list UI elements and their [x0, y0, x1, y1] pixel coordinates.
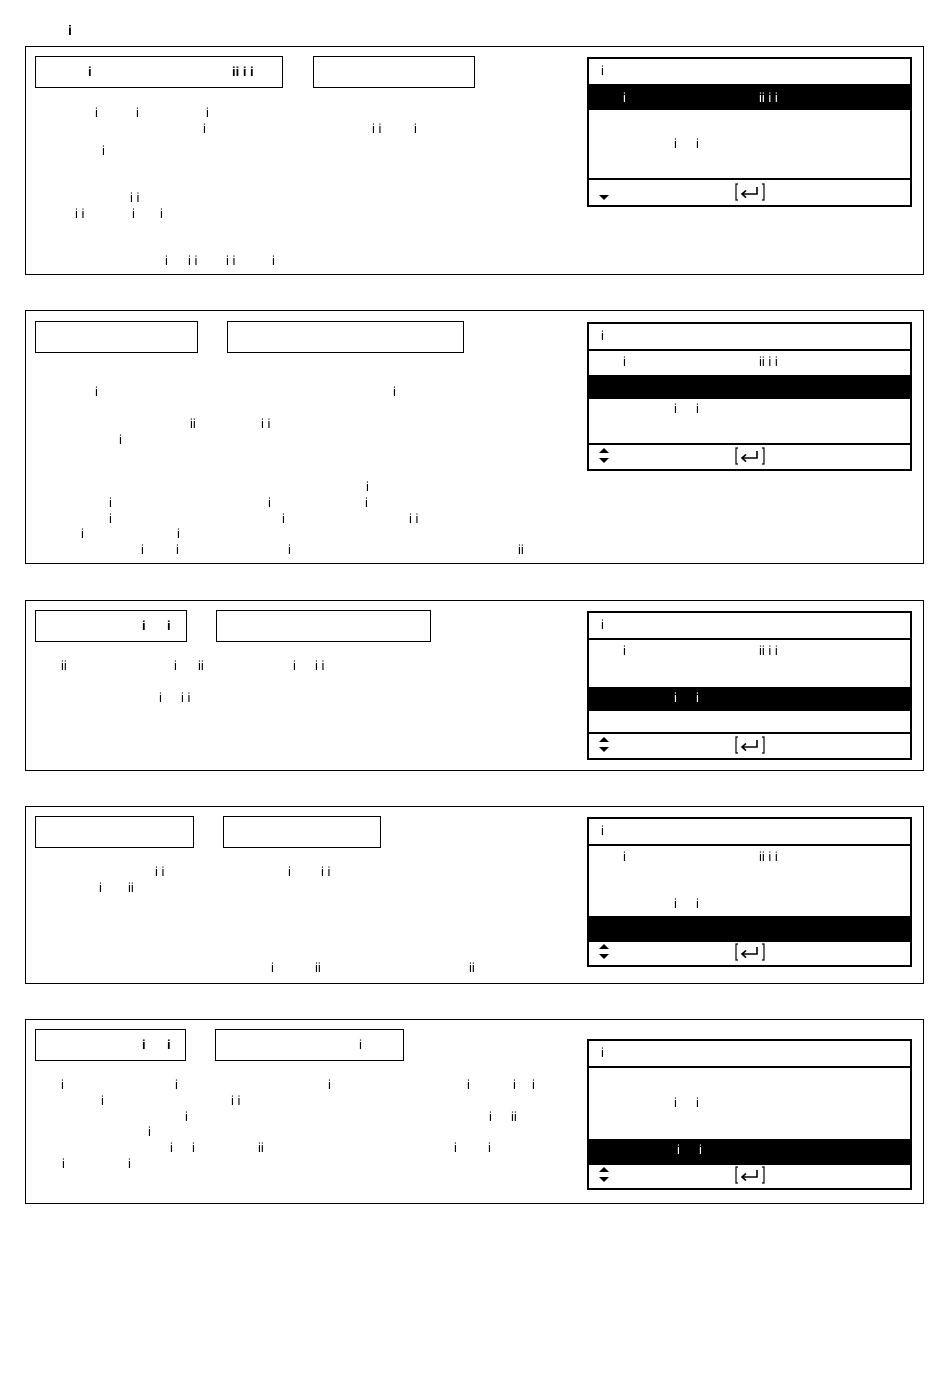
- setting-label-box: [35, 816, 194, 848]
- text-mark: ii: [61, 658, 67, 673]
- arrow-down-icon[interactable]: [599, 1177, 609, 1182]
- text-mark: ii: [511, 1109, 517, 1124]
- text-mark: i: [136, 105, 139, 120]
- text-mark: i: [414, 121, 417, 136]
- panel-footer: [589, 733, 910, 758]
- item-mark: i: [674, 136, 677, 151]
- item-mark: i: [677, 1142, 680, 1157]
- panel-menu-item[interactable]: [589, 664, 910, 688]
- item-mark: i: [623, 354, 626, 369]
- text-mark: i: [288, 542, 291, 557]
- label-mark: i: [167, 1037, 171, 1052]
- text-mark: i i: [181, 690, 191, 705]
- setting-value-box: [227, 321, 464, 353]
- text-mark: i i: [188, 253, 198, 268]
- text-mark: i: [148, 1124, 151, 1139]
- text-mark: i: [454, 1140, 457, 1155]
- lcd-panel: [587, 1039, 912, 1190]
- setting-value-box: [313, 56, 475, 88]
- setting-label-box: [35, 321, 198, 353]
- section-4: [25, 806, 924, 984]
- label-mark: i: [167, 618, 171, 633]
- item-mark: i: [696, 896, 699, 911]
- text-mark: i: [467, 1077, 470, 1092]
- text-mark: i: [328, 1077, 331, 1092]
- arrow-down-icon[interactable]: [599, 195, 609, 200]
- enter-key-icon[interactable]: [735, 943, 765, 961]
- text-mark: i: [271, 960, 274, 975]
- item-mark: i: [696, 1095, 699, 1110]
- text-mark: ii: [469, 960, 475, 975]
- text-mark: i i: [261, 416, 271, 431]
- text-mark: i: [101, 1093, 104, 1108]
- panel-menu-item[interactable]: [589, 399, 910, 423]
- item-mark: ii i i: [759, 849, 778, 864]
- value-mark: i: [359, 1037, 362, 1052]
- arrow-up-icon[interactable]: [599, 1167, 609, 1172]
- text-mark: i i: [130, 190, 140, 205]
- text-mark: ii: [198, 658, 204, 673]
- text-mark: i: [203, 121, 206, 136]
- text-mark: i: [95, 105, 98, 120]
- text-mark: i i: [226, 253, 236, 268]
- label-mark: i: [142, 1037, 146, 1052]
- text-mark: ii: [315, 960, 321, 975]
- text-mark: i: [176, 542, 179, 557]
- text-mark: i: [160, 206, 163, 221]
- item-mark: i: [696, 136, 699, 151]
- text-mark: i: [272, 253, 275, 268]
- lcd-panel: [587, 611, 912, 760]
- panel-menu-item-selected[interactable]: [589, 687, 910, 711]
- item-mark: i: [623, 90, 626, 105]
- panel-menu-item[interactable]: [589, 351, 910, 375]
- lcd-panel: [587, 817, 912, 967]
- panel-menu-item[interactable]: [589, 893, 910, 917]
- panel-menu-item[interactable]: [589, 1068, 910, 1092]
- panel-title: i: [601, 63, 604, 78]
- text-mark: i: [61, 1077, 64, 1092]
- panel-title: i: [601, 1045, 604, 1060]
- lcd-panel: [587, 57, 912, 207]
- text-mark: i: [177, 526, 180, 541]
- text-mark: i: [132, 206, 135, 221]
- text-mark: i: [141, 542, 144, 557]
- text-mark: i: [192, 1140, 195, 1155]
- lcd-panel: [587, 322, 912, 471]
- text-mark: i: [288, 864, 291, 879]
- item-mark: i: [674, 896, 677, 911]
- panel-menu-item[interactable]: [589, 134, 910, 158]
- setting-value-box: [223, 816, 381, 848]
- panel-menu-item-selected[interactable]: [589, 1139, 910, 1163]
- text-mark: ii: [518, 542, 524, 557]
- panel-menu-item[interactable]: [589, 640, 910, 664]
- text-mark: i i: [155, 864, 165, 879]
- text-mark: i: [81, 526, 84, 541]
- panel-footer: [589, 180, 910, 205]
- section-1: [25, 46, 924, 275]
- setting-value-box: [215, 1029, 404, 1061]
- item-mark: i: [623, 643, 626, 658]
- text-mark: ii: [128, 880, 134, 895]
- item-mark: ii i i: [759, 90, 778, 105]
- text-mark: i: [109, 511, 112, 526]
- text-mark: i: [282, 511, 285, 526]
- text-mark: i: [393, 384, 396, 399]
- text-mark: i: [109, 495, 112, 510]
- panel-footer: [589, 1163, 910, 1188]
- text-mark: i: [95, 384, 98, 399]
- item-mark: ii i i: [759, 643, 778, 658]
- text-mark: i i: [321, 864, 331, 879]
- panel-footer: [589, 444, 910, 469]
- text-mark: i: [268, 495, 271, 510]
- panel-footer: [589, 940, 910, 965]
- panel-title-row: [589, 1041, 910, 1065]
- text-mark: i: [532, 1077, 535, 1092]
- arrow-up-icon[interactable]: [599, 448, 609, 453]
- item-mark: i: [674, 690, 677, 705]
- setting-value-box: [216, 610, 431, 642]
- panel-menu-item[interactable]: [589, 110, 910, 134]
- page-header-mark: i: [68, 22, 72, 38]
- panel-menu-item[interactable]: [589, 1116, 910, 1140]
- text-mark: i: [366, 479, 369, 494]
- item-mark: i: [623, 849, 626, 864]
- text-mark: i: [62, 1156, 65, 1171]
- item-mark: ii i i: [759, 354, 778, 369]
- text-mark: i i: [372, 121, 382, 136]
- item-mark: i: [699, 1142, 702, 1157]
- panel-menu-item[interactable]: [589, 870, 910, 894]
- text-mark: ii: [258, 1140, 264, 1155]
- text-mark: i: [293, 658, 296, 673]
- panel-title: i: [601, 617, 604, 632]
- setting-label-box: [35, 56, 283, 88]
- arrow-down-icon[interactable]: [599, 747, 609, 752]
- text-mark: i: [489, 1109, 492, 1124]
- text-mark: i: [174, 658, 177, 673]
- setting-label-box: [35, 1029, 186, 1061]
- text-mark: i i: [75, 206, 85, 221]
- arrow-up-icon[interactable]: [599, 737, 609, 742]
- text-mark: i: [365, 495, 368, 510]
- text-mark: i: [488, 1140, 491, 1155]
- text-mark: i i: [315, 658, 325, 673]
- text-mark: i: [128, 1156, 131, 1171]
- item-mark: i: [674, 401, 677, 416]
- text-mark: i: [99, 880, 102, 895]
- label-mark: i: [142, 618, 146, 633]
- text-mark: i: [185, 1109, 188, 1124]
- panel-menu-item-selected[interactable]: [589, 916, 910, 940]
- text-mark: i: [165, 253, 168, 268]
- panel-menu-item[interactable]: [589, 846, 910, 870]
- text-mark: i: [175, 1077, 178, 1092]
- section-3: [25, 600, 924, 771]
- enter-key-icon[interactable]: [735, 1166, 765, 1184]
- panel-title-row: [589, 819, 910, 843]
- text-mark: i: [170, 1140, 173, 1155]
- panel-title-row: [589, 59, 910, 83]
- text-mark: ii: [190, 416, 196, 431]
- text-mark: i: [102, 143, 105, 158]
- setting-label-box: [35, 610, 187, 642]
- text-mark: i: [159, 690, 162, 705]
- item-mark: i: [696, 401, 699, 416]
- arrow-down-icon[interactable]: [599, 954, 609, 959]
- item-mark: i: [696, 690, 699, 705]
- section-2: [25, 310, 924, 564]
- panel-menu-item-selected[interactable]: [589, 86, 910, 110]
- item-mark: i: [674, 1095, 677, 1110]
- text-mark: i: [206, 105, 209, 120]
- panel-title-row: [589, 613, 910, 637]
- enter-key-icon[interactable]: [735, 183, 765, 201]
- panel-title: i: [601, 823, 604, 838]
- text-mark: i i: [409, 511, 419, 526]
- panel-title-row: [589, 324, 910, 348]
- panel-title: i: [601, 328, 604, 343]
- panel-menu-item[interactable]: [589, 1092, 910, 1116]
- panel-menu-item-selected[interactable]: [589, 375, 910, 399]
- arrow-up-icon[interactable]: [599, 944, 609, 949]
- enter-key-icon[interactable]: [735, 736, 765, 754]
- text-mark: i: [513, 1077, 516, 1092]
- label-mark: i: [88, 64, 92, 79]
- text-mark: i: [119, 432, 122, 447]
- section-5: [25, 1019, 924, 1204]
- arrow-down-icon[interactable]: [599, 458, 609, 463]
- enter-key-icon[interactable]: [735, 447, 765, 465]
- label-mark: ii i i: [232, 64, 254, 79]
- text-mark: i i: [231, 1093, 241, 1108]
